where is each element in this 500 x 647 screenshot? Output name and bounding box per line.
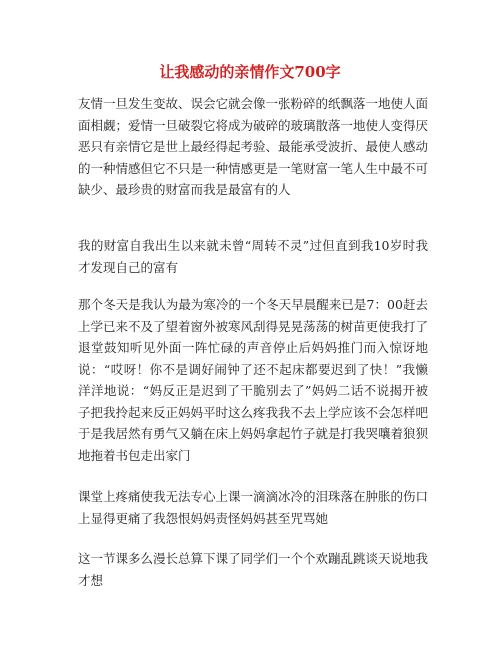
paragraph-4: 课堂上疼痛使我无法专心上课一滴滴冰冷的泪珠落在肿胀的伤口上显得更痛了我怨恨妈妈责怪妈妈甚至咒骂她 xyxy=(78,489,429,526)
paragraph-3: 那个冬天是我认为最为寒冷的一个冬天早晨醒来已是7：00赶去上学已来不及了望着窗外被寒风刮得晃晃荡荡的树苗更使我打了退堂鼓知听见外面一阵忙碌的声音停止后妈妈推门而入惊讶地说：“哎呀！你不是调好闹钟了还不起床都要迟到了快！”我懒洋洋地说：“妈反正是迟到了干脆别去了”妈妈二话不说揭开被子把我拎起来反正妈妈平时这么疼我我不去上学应该不会怎样吧于是我居然有勇气又躺在床上妈妈拿起竹子就是打我哭嚷着狼狈地拖着书包走出家门 xyxy=(78,297,429,463)
document-title: 让我感动的亲情作文700字 xyxy=(159,63,341,81)
paragraph-5: 这一节课多么漫长总算下课了同学们一个个欢蹦乱跳谈天说地我才想 xyxy=(78,551,429,588)
paragraph-1: 友情一旦发生变故、误会它就会像一张粉碎的纸飘落一地使人面面相觑；爱情一旦破裂它将成为破碎的玻璃散落一地使人变得厌恶只有亲情它是世上最经得起考验、最能承受波折、最使人感动的一种情感但它不只是一种情感更是一笔财富一笔人生中最不可缺少、最珍贵的财富而我是最富有的人 xyxy=(78,96,429,197)
paragraph-2: 我的财富自我出生以来就未曾“周转不灵”过但直到我10岁时我才发现自己的富有 xyxy=(78,238,428,275)
